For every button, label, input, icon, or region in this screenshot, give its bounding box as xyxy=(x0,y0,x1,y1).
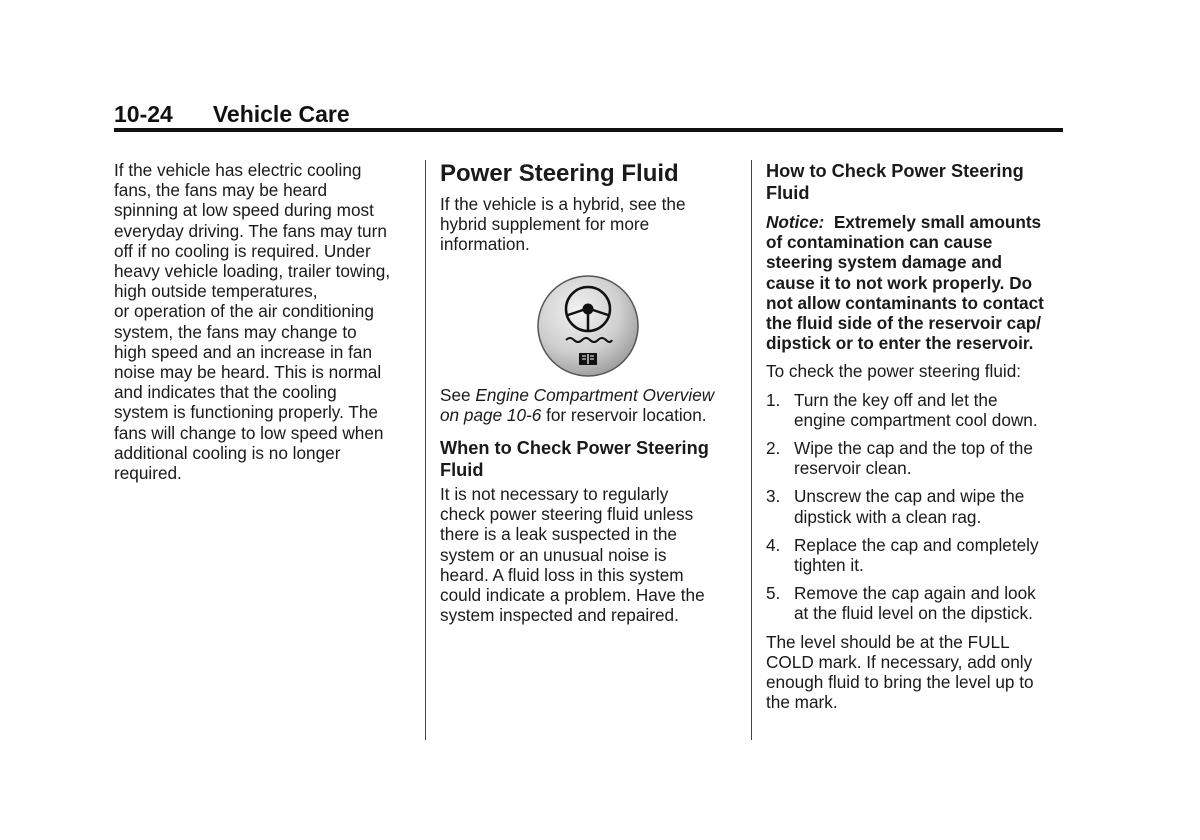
text-line: system inspected and repaired. xyxy=(440,605,679,626)
text-line: COLD mark. If necessary, add only xyxy=(766,651,1033,672)
text-line: or operation of the air conditioning xyxy=(114,301,374,322)
text-line: high speed and an increase in fan xyxy=(114,341,373,362)
list-item: 2. Wipe the cap and the top of the reservoir clean. xyxy=(766,438,1033,479)
text-line: off if no cooling is required. Under xyxy=(114,240,371,261)
text-line: noise may be heard. This is normal xyxy=(114,362,382,383)
see-suffix: for reservoir location. xyxy=(541,404,707,425)
text-line: cause it to not work properly. Do xyxy=(766,272,1033,293)
list-item: 3. Unscrew the cap and wipe the dipstick with a clean rag. xyxy=(766,486,1025,527)
cross-reference-link[interactable]: Engine Compartment Overview xyxy=(475,384,715,405)
subsection-heading: When to Check Power Steering Fluid xyxy=(440,438,709,481)
text-line: and indicates that the cooling xyxy=(114,382,337,403)
page-header xyxy=(114,100,350,128)
list-item: 4. Replace the cap and completely tighten it. xyxy=(766,534,1039,576)
figure xyxy=(440,255,738,385)
level-note xyxy=(766,632,1066,713)
power-steering-section xyxy=(440,160,738,625)
text-line: fans will change to low speed when xyxy=(114,422,384,443)
text-line: steering system damage and xyxy=(766,252,1002,273)
see-reference xyxy=(440,385,738,425)
text-line: If the vehicle has electric cooling xyxy=(114,160,362,180)
text-line: not allow contaminants to contact xyxy=(766,292,1044,313)
text-line: dipstick or to enter the reservoir. xyxy=(766,333,1034,354)
text-line: spinning at low speed during most xyxy=(114,200,374,221)
text-line: fans, the fans may be heard xyxy=(114,180,328,201)
cross-reference-page[interactable]: on page 10-6 xyxy=(440,404,542,425)
text-line: additional cooling is no longer xyxy=(114,442,341,463)
text-line: The level should be at the FULL xyxy=(766,631,1010,652)
text-line: the mark. xyxy=(766,692,838,713)
text-line: required. xyxy=(114,463,182,484)
section-heading: Power Steering Fluid xyxy=(440,160,679,187)
text-line: It is not necessary to regularly xyxy=(440,484,669,505)
hybrid-note xyxy=(440,194,738,255)
text-line: heavy vehicle loading, trailer towing, xyxy=(114,261,391,282)
see-prefix: See xyxy=(440,384,476,405)
text-line: check power steering fluid unless xyxy=(440,504,694,525)
text-line: the fluid side of the reservoir cap/ xyxy=(766,313,1042,334)
page-number: 10-24 xyxy=(114,101,173,127)
check-steps-list xyxy=(766,390,1066,624)
step-number: 2. xyxy=(766,438,781,459)
text-line: system is functioning properly. The xyxy=(114,402,378,423)
section-title: Vehicle Care xyxy=(212,101,350,127)
notice-label: Notice: xyxy=(766,212,825,232)
text-line: hybrid supplement for more xyxy=(440,214,650,235)
notice-block: Notice: Extremely small amounts of contamination can cause steering system damage and cause it to not work properly. Do not allow contaminants to contact the fluid side of the reservoir cap/ dipstick or to enter the reservoir. xyxy=(766,212,1066,353)
text-line: information. xyxy=(440,234,530,255)
text-line: high outside temperatures, xyxy=(114,281,318,302)
power-steering-fluid-cap-icon xyxy=(535,273,641,379)
subsection-heading: How to Check Power Steering Fluid xyxy=(766,161,1024,203)
step-number: 5. xyxy=(766,583,781,604)
step-number: 1. xyxy=(766,389,781,410)
cooling-fan-text xyxy=(114,160,414,483)
text-line: enough fluid to bring the level up to xyxy=(766,672,1034,693)
text-line: there is a leak suspected in the xyxy=(440,524,677,545)
text-line: If the vehicle is a hybrid, see the xyxy=(440,194,686,214)
text-line: of contamination can cause xyxy=(766,232,993,253)
when-to-check-text xyxy=(440,484,738,625)
step-number: 3. xyxy=(766,486,781,507)
column-divider xyxy=(751,160,752,740)
text-line: everyday driving. The fans may turn xyxy=(114,220,387,241)
list-item: 1. Turn the key off and let the engine compartment cool down. xyxy=(766,389,1038,430)
step-number: 4. xyxy=(766,534,781,555)
text-line: system, the fans may change to xyxy=(114,321,357,342)
text-line: could indicate a problem. Have the xyxy=(440,585,705,606)
check-intro: To check the power steering fluid: xyxy=(766,361,1022,382)
how-to-check-section xyxy=(766,160,1066,712)
list-item: 5. Remove the cap again and look at the fluid level on the dipstick. xyxy=(766,583,1036,624)
header-rule xyxy=(114,128,1063,132)
text-line: system or an unusual noise is xyxy=(440,544,667,565)
text-line: heard. A fluid loss in this system xyxy=(440,564,684,585)
column-divider xyxy=(425,160,426,740)
